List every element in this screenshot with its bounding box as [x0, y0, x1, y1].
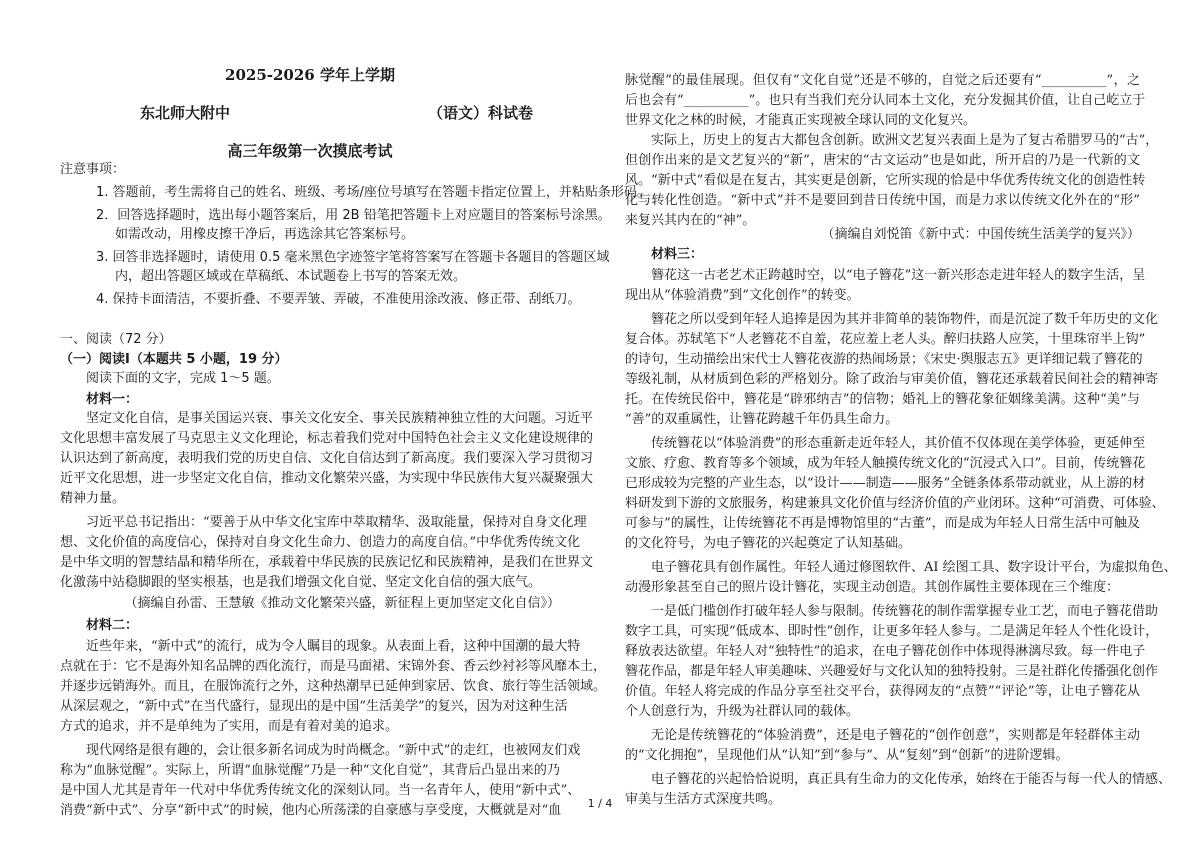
material2-line: 化与转化性创造。“新中式”并不是要回到昔日传统中国，而是力求以传统文化外在的“形”: [625, 193, 1140, 208]
material3-line: 簪花作品，都是年轻人审美趣味、兴趣爱好与文化认知的独特投射。三是社群化传播强化创作: [625, 664, 1159, 679]
material2-line: 方式的追求，并不是单纯为了实用，而是有着对美的追求。: [60, 719, 399, 734]
material2-line: 点就在于：它不是海外知名品牌的西化流行，而是马面裙、宋锦外套、香云纱衬衫等风靡本土，: [60, 659, 607, 674]
notice-item: 如需改动，用橡皮擦干净后，再选涂其它答案标号。: [115, 227, 415, 242]
page-number: 1 / 4: [587, 797, 613, 810]
material2-line: 近些年来，“新中式”的流行，成为令人瞩目的现象。从表面上看，这种中国潮的最大特: [86, 639, 581, 654]
notice-item: 2．回答选择题时，选出每小题答案后，用 2B 铅笔把答题卡上对应题目的答案标号涂黑。: [96, 208, 611, 223]
material3-line: 个人创意行为，升级为社群认同的载体。: [625, 704, 860, 719]
notice-item: 4. 保持卡面清洁，不要折叠、不要弄皱、弄破，不准使用涂改液、修正带、刮纸刀。: [96, 292, 581, 307]
material3-line: 等级礼制，从材质到色彩的严格划分。除了政治与审美价值，簪花还承载着民间社会的精神寄: [625, 372, 1159, 387]
material2-line: 但创作出来的是文艺复兴的“新”，唐宋的“古文运动”也是如此，所开启的乃是一代新的文: [625, 153, 1140, 168]
section-title: 一、阅读（72 分）: [60, 332, 172, 347]
material3-line: 释放表达欲望。年轻人对“独特性”的追求，在电子簪花创作中体现得淋漓尽致。每一件电子: [625, 644, 1146, 659]
material1-line: 近平文化思想，进一步坚定文化自信，推动文化繁荣兴盛，为实现中华民族伟大复兴凝聚强大: [60, 471, 594, 486]
material2-line: 来复兴其内在的“神”。: [625, 213, 756, 228]
material1-line: 坚定文化自信，是事关国运兴衰、事关文化安全、事关民族精神独立性的大问题。习近平: [86, 411, 594, 426]
material1-source: （摘编自孙雷、王慧敏《推动文化繁荣兴盛，新征程上更加坚定文化自信》）: [124, 596, 560, 611]
material3-line: 可参与”的属性，让传统簪花不再是博物馆里的“古董”，而是成为年轻人日常生活中可触及: [625, 516, 1140, 531]
material3-line: 复合体。苏轼笔下“人老簪花不自羞，花应羞上老人头。醉归扶路人应笑，十里珠帘半上钩”: [625, 332, 1146, 347]
material1-line: 文化思想丰富发展了马克思主义文化理论，标志着我们党对中国特色社会主义文化建设规律的: [60, 431, 594, 446]
material3-line: 的“文化拥抱”，呈现他们从“认知”到“参与”、从“复刻”到“创新”的进阶逻辑。: [625, 748, 1069, 763]
material2-line: 是中国人尤其是青年一代对中华优秀传统文化的深刻认同。当一名青年人，使用“新中式”、: [60, 783, 581, 798]
material3-line: 一是低门槛创作打破年轻人参与限制。传统簪花的制作需掌握专业工艺，而电子簪花借助: [651, 604, 1159, 619]
material2-title: 材料二：: [86, 618, 139, 633]
exam-title: 高三年级第一次摸底考试: [227, 142, 393, 160]
material2-line: 后也会有“__________”。也只有当我们充分认同本土文化，充分发掘其价值，让自己屹立于: [625, 93, 1146, 108]
material3-line: 的文化符号，为电子簪花的兴起奠定了认知基础。: [625, 536, 912, 551]
material1-line: 想、文化价值的高度信心，保持对自身文化生命力、创造力的高度自信。”中华优秀传统文化: [60, 535, 581, 550]
material3-line: 电子簪花的兴起恰恰说明，真正具有生命力的文化传承，始终在于能否与每一代人的情感、: [651, 772, 1172, 787]
notice-item: 内，超出答题区域或在草稿纸、本试题卷上书写的答案无效。: [115, 269, 467, 284]
material2-line: 从深层观之，“新中式”在当代盛行，显现出的是中国“生活美学”的复兴，因为对这种生活: [60, 699, 568, 714]
material3-line: 动漫形象甚至自己的照片设计簪花，实现主动创造。其创作属性主要体现在三个维度：: [625, 580, 1120, 595]
school-name: 东北师大附中: [140, 104, 231, 122]
material1-line: 化激荡中站稳脚跟的坚实根基，也是我们增强文化自觉、坚定文化自信的强大底气。: [60, 575, 542, 590]
material2-line: 并逐步远销海外。而且，在服饰流行之外，这种热潮早已延伸到家居、饮食、旅行等生活领域。: [60, 679, 607, 694]
notice-item: 1. 答题前，考生需将自己的姓名、班级、考场/座位号填写在答题卡指定位置上，并粘贴条形码。: [96, 185, 650, 200]
material3-line: “善”的双重属性，让簪花跨越千年仍具生命力。: [625, 412, 899, 427]
material3-line: 现出从“体验消费”到“文化创作”的转变。: [625, 288, 860, 303]
material3-line: 无论是传统簪花的“体验消费”，还是电子簪花的“创作创意”，实则都是年轻群体主动: [651, 728, 1140, 743]
notice-item: 3. 回答非选择题时，请使用 0.5 毫米黑色字迹签字笔将答案写在答题卡各题目的答题区域: [96, 250, 610, 265]
material2-line: 世界文化之林的时候，才能真正实现被全球认同的文化复兴。: [625, 113, 977, 128]
material1-title: 材料一：: [86, 392, 139, 407]
material3-line: 审美与生活方式深度共鸣。: [625, 792, 782, 807]
material2-line: 脉觉醒”的最佳展现。但仅有“文化自觉”还是不够的，自觉之后还要有“__________”，之: [625, 73, 1140, 88]
material3-line: 传统簪花以“体验消费”的形态重新走近年轻人，其价值不仅体现在美学体验，更延伸至: [651, 436, 1146, 451]
material3-line: 已形成较为完整的产业生态，以“设计——制造——服务”全链条体系带动就业，从上游的材: [625, 476, 1146, 491]
material3-line: 的诗句，生动描绘出宋代士人簪花夜游的热闹场景；《宋史·舆服志五》更详细记载了簪花的: [625, 352, 1143, 367]
material3-line: 数字工具，可实现“低成本、即时性”创作，让更多年轻人参与。二是满足年轻人个性化设计，: [625, 624, 1159, 639]
material3-line: 簪花之所以受到年轻人追捧是因为其并非简单的装饰物件，而是沉淀了数千年历史的文化: [651, 312, 1159, 327]
exam-year: 2025-2026 学年上学期: [225, 66, 395, 84]
material3-title: 材料三：: [651, 247, 704, 262]
material1-line: 是中华文明的智慧结晶和精华所在，承载着中华民族的民族记忆和民族精神，是我们在世界文: [60, 555, 594, 570]
material3-line: 电子簪花具有创作属性。年轻人通过修图软件、AI 绘图工具、数字设计平台，为虚拟角色、: [651, 560, 1177, 575]
material2-line: 风。“新中式”看似是在复古，其实更是创新，它所实现的恰是中华优秀传统文化的创造性转: [625, 173, 1146, 188]
material1-line: 习近平总书记指出：“要善于从中华文化宝库中萃取精华、汲取能量，保持对自身文化理: [86, 515, 587, 530]
section-instruction: 阅读下面的文字，完成 1～5 题。: [86, 371, 280, 386]
material2-line: 称为“血脉觉醒”。实际上，所谓“血脉觉醒”乃是一种“文化自觉”，其背后凸显出来的乃: [60, 763, 560, 778]
material3-line: 料研发到下游的文旅服务，构建兼具文化价值与经济价值的产业闭环。这种“可消费、可体验、: [625, 496, 1165, 511]
material2-line: 实际上，历史上的复古大都包含创新。欧洲文艺复兴表面上是为了复古希腊罗马的“古”，: [651, 133, 1159, 148]
material2-line: 现代网络是很有趣的，会让很多新名词成为时尚概念。“新中式”的走红，也被网友们戏: [86, 743, 581, 758]
material3-line: 托。在传统民俗中，簪花是“辟邪纳吉”的信物；婚礼上的簪花象征姻缘美满。这种“美”与: [625, 392, 1140, 407]
section-subtitle: （一）阅读Ⅰ（本题共 5 小题，19 分）: [60, 352, 288, 367]
material3-line: 价值。年轻人将完成的作品分享至社交平台，获得网友的“点赞”“评论”等，让电子簪花从: [625, 684, 1140, 699]
notice-title: 注意事项：: [60, 162, 126, 177]
material1-line: 精神力量。: [60, 491, 126, 506]
material3-line: 文旅、疗愈、教育等多个领域，成为年轻人触摸传统文化的“沉浸式入口”。目前，传统簪花: [625, 456, 1146, 471]
material3-line: 簪花这一古老艺术正跨越时空，以“电子簪花”这一新兴形态走进年轻人的数字生活，呈: [651, 268, 1146, 283]
material1-line: 认识达到了新高度，表明我们党的历史自信、文化自信达到了新高度。我们要深入学习贯彻习: [60, 451, 594, 466]
subject-name: （语文）科试卷: [428, 104, 534, 122]
material2-source: （摘编自刘悦笛《新中式：中国传统生活美学的复兴》）: [821, 227, 1140, 242]
material2-line: 消费“新中式”、分享“新中式”的时候，他内心所荡漾的自豪感与享受度，大概就是对“血: [60, 803, 562, 818]
